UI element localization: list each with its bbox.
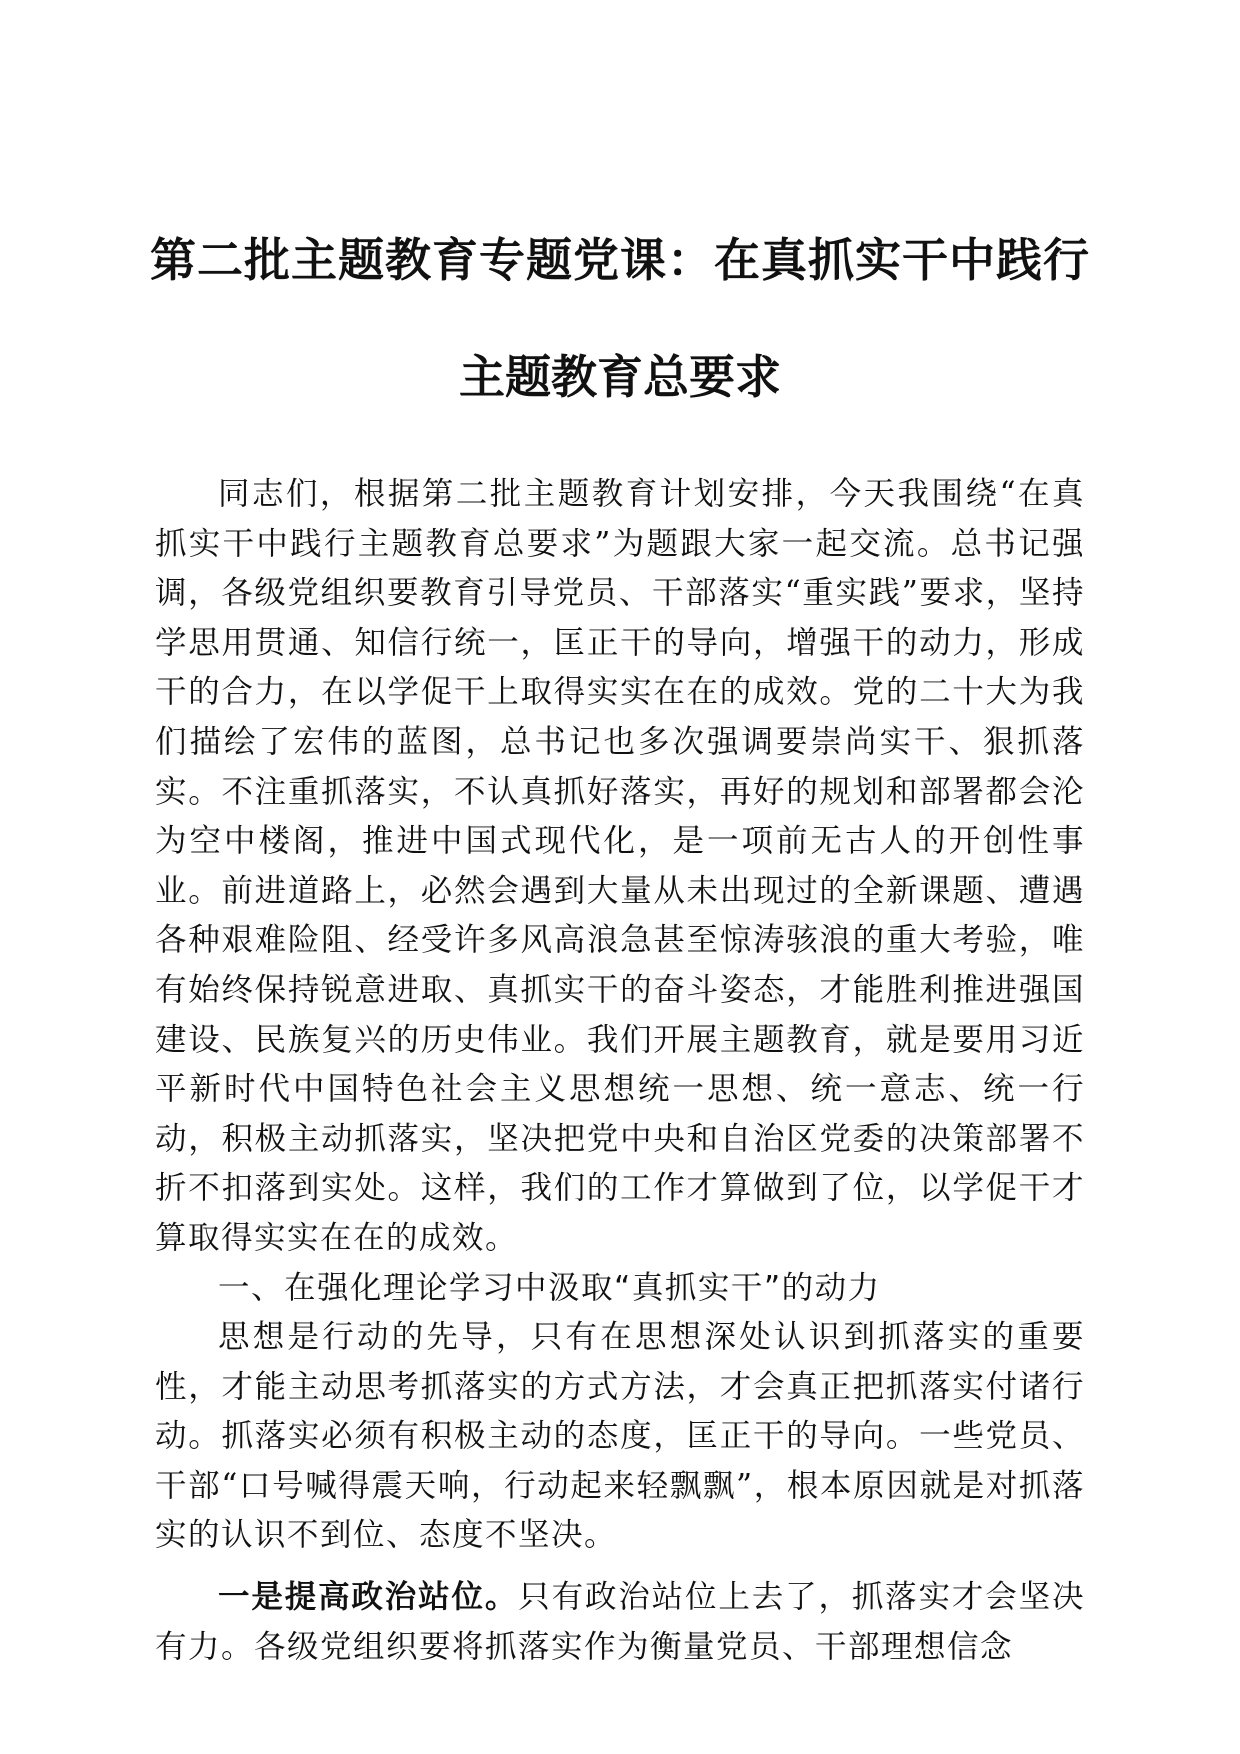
section-1-heading: 一、在强化理论学习中汲取“真抓实干”的动力 xyxy=(218,1269,881,1306)
intro-paragraph: 同志们，根据第二批主题教育计划安排，今天我围绕“在真抓实干中践行主题教育总要求”为题跟大家一起交流。总书记强调，各级党组织要教育引导党员、干部落实“重实践”要求，坚持学思用贯通、知信行统一，匡正干的导向，增强干的动力，形成干的合力，在以学促干上取得实实在在的成效。党的二十大为我们描绘了宏伟的蓝图，总书记也多次强调要崇尚实干、狠抓落实。不注重抓落实，不认真抓好落实，再好的规划和部署都会沦为空中楼阁，推进中国式现代化，是一项前无古人的开创性事业。前进道路上，必然会遇到大量从未出现过的全新课题、遭遇各种艰难险阻、经受许多风高浪急甚至惊涛骇浪的重大考验，唯有始终保持锐意进取、真抓实干的奋斗姿态，才能胜利推进强国建设、民族复兴的历史伟业。我们开展主题教育，就是要用习近平新时代中国特色社会主义思想统一思想、统一意志、统一行动，积极主动抓落实，坚决把党中央和自治区党委的决策部署不折不扣落到实处。这样，我们的工作才算做到了位，以学促干才算取得实实在在的成效。 xyxy=(155,476,1085,1256)
document-body xyxy=(155,470,1085,1672)
point-1-paragraph xyxy=(155,1573,1085,1672)
point-1-text: 只有政治站位上去了，抓落实才会坚决有力。各级党组织要将抓落实作为衡量党员、干部理想信念 xyxy=(155,1579,1085,1665)
document-title-line-2: 主题教育总要求 xyxy=(459,350,781,404)
document-title-line-1: 第二批主题教育专题党课：在真抓实干中践行 xyxy=(150,233,1090,287)
point-1-lead: 一是提高政治站位。 xyxy=(218,1579,519,1616)
section-1-paragraph: 思想是行动的先导，只有在思想深处认识到抓落实的重要性，才能主动思考抓落实的方式方法，才会真正把抓落实付诸行动。抓落实必须有积极主动的态度，匡正干的导向。一些党员、干部“口号喊得震天响，行动起来轻飘飘”，根本原因就是对抓落实的认识不到位、态度不坚决。 xyxy=(155,1319,1085,1554)
